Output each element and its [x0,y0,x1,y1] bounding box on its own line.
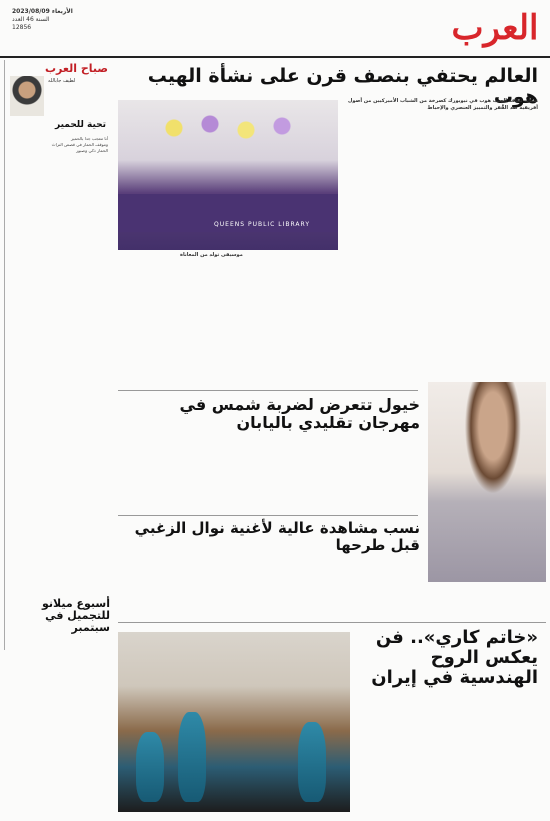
milan-headline: أسبوع ميلانو للتجميل في سبتمبر [42,597,110,635]
column-section-title: صباح العرب [44,62,108,75]
issue-date-block [12,8,82,32]
column-article-title: تحية للحمير [55,120,106,130]
newspaper-logo: العرب [451,8,539,48]
library-banner: QUEENS PUBLIC LIBRARY [214,221,310,228]
issue-number: 12856 [12,24,32,31]
main-body-col-1 [448,150,538,340]
khatam-headline: «خاتم كاري».. فن يعكس الروح الهندسية في إيران [371,627,538,688]
khatam-photo [118,632,350,812]
main-photo [118,100,338,250]
horses-headline: خيول تتعرض لضربة شمس في مهرجان تقليدي باليابان [179,395,420,432]
section-divider [118,515,418,516]
nawal-body-col-1 [328,552,420,632]
vase-shape [178,712,206,802]
masthead [0,0,550,58]
milan-body [8,640,110,808]
vase-shape [298,722,326,802]
nawal-headline: نسب مشاهدة عالية لأغنية نوال الزغبي قبل طرحها [134,519,420,554]
issue-year: السنة 46 العدد [12,16,50,23]
singer-photo [428,382,546,582]
column-writer-name: لطيف جابالله [48,78,76,84]
column-article-body [10,136,108,606]
khatam-body-col-1 [450,690,538,810]
main-body-col-4 [232,262,338,382]
column-text-line: وموقف الحمار في قصص التراث [51,142,108,147]
writer-avatar [10,76,44,116]
issue-date: الأربعاء 2023/08/09 [12,8,73,15]
main-lead: نشأت ثقافة الهيب هوب في نيويورك كصرخة من الشباب الأميركيين من أصول أفريقية ضد الفقر والتمييز العنصري والإحباط [348,98,538,111]
main-photo-caption: موسيقى تولد من المعاناة [180,252,243,258]
main-body-col-3 [118,262,228,382]
nawal-body-col-2 [232,552,324,632]
section-divider [118,622,546,623]
vase-shape [136,732,164,802]
balloons-decoration [138,108,318,148]
nawal-body-col-3 [130,552,228,632]
main-body-col-2 [354,150,444,340]
khatam-body-col-2 [358,690,446,810]
main-headline: العالم يحتفي بنصف قرن على نشأة الهيب هوب [147,65,538,108]
column-text-line: أنا معجب جدا بالحمير [70,136,108,141]
column-text-line: الحمار ذكي وصبور [76,148,108,153]
section-divider [118,390,418,391]
